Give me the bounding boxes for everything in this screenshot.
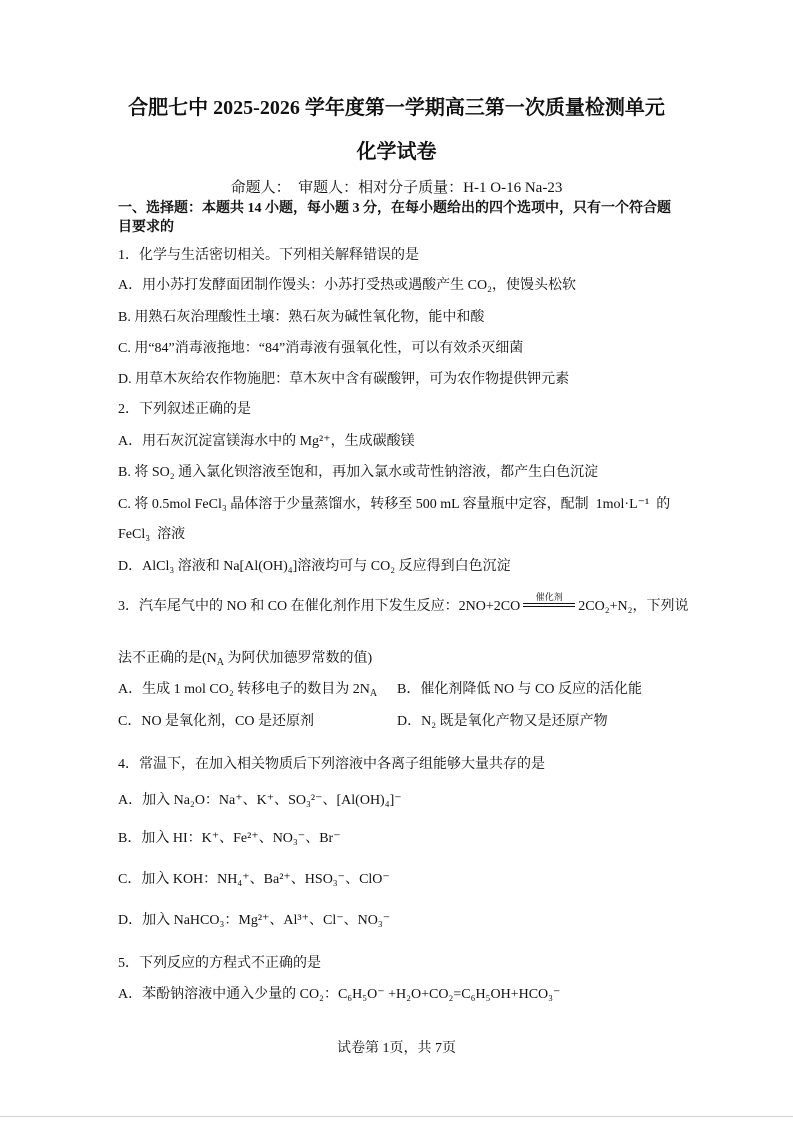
question-2-option-c: C. 将 0.5mol FeCl₃ 晶体溶于少量蒸馏水，转移至 500 mL 容量瓶中定容，配制 1mol·L⁻¹ 的 bbox=[118, 497, 671, 512]
question-2-option-d: D．AlCl₃ 溶液和 Na[Al(OH)₄]溶液均可与 CO₂ 反应得到白色沉淀 bbox=[118, 559, 511, 574]
reaction-condition: 催化剂 bbox=[535, 592, 563, 602]
question-4-option-c: C．加入 KOH：NH₄⁺、Ba²⁺、HSO₃⁻、ClO⁻ bbox=[118, 872, 390, 887]
question-4-option-a: A．加入 Na₂O：Na⁺、K⁺、SO₃²⁻、[Al(OH)₄]⁻ bbox=[118, 793, 402, 808]
reaction-products: 2CO₂+N₂ bbox=[578, 599, 633, 614]
reaction-reactants: 2NO+2CO bbox=[458, 599, 521, 614]
question-3-option-a bbox=[118, 681, 377, 699]
exam-subject-title: 化学试卷 bbox=[356, 141, 437, 163]
question-5-stem: 5．下列反应的方程式不正确的是 bbox=[118, 956, 321, 971]
question-1-option-c: C. 用“84”消毒液拖地：“84”消毒液有强氧化性，可以有效杀灭细菌 bbox=[118, 341, 524, 356]
question-4-option-d: D．加入 NaHCO₃：Mg²⁺、Al³⁺、Cl⁻、NO₃⁻ bbox=[118, 913, 391, 928]
question-1-option-a: A．用小苏打发酵面团制作馒头：小苏打受热或遇酸产生 CO₂，使馒头松软 bbox=[118, 278, 576, 293]
question-2-stem: 2．下列叙述正确的是 bbox=[118, 402, 251, 417]
section-heading-line-2: 目要求的 bbox=[118, 220, 174, 235]
question-4-option-b: B．加入 HI：K⁺、Fe²⁺、NO₃⁻、Br⁻ bbox=[118, 831, 341, 846]
question-2-option-c-continuation: FeCl₃ 溶液 bbox=[118, 527, 186, 542]
reaction-arrow bbox=[523, 592, 575, 616]
exam-title: 合肥七中 2025-2026 学年度第一学期高三第一次质量检测单元 bbox=[128, 97, 665, 119]
stem-text: 为阿伏加德罗常数的值) bbox=[224, 651, 373, 666]
page-footer: 试卷第 1页，共 7页 bbox=[337, 1041, 456, 1056]
question-3-option-d: D．N₂ 既是氧化产物又是还原产物 bbox=[397, 714, 608, 729]
double-bar bbox=[523, 603, 575, 607]
option-text: A．生成 1 mol CO₂ 转移电子的数目为 2 bbox=[118, 682, 360, 697]
avogadro-subscript: A bbox=[216, 657, 225, 668]
question-2-option-a: A．用石灰沉淀富镁海水中的 Mg²⁺，生成碳酸镁 bbox=[118, 434, 415, 449]
question-1-option-d: D. 用草木灰给农作物施肥：草木灰中含有碳酸钾，可为农作物提供钾元素 bbox=[118, 372, 570, 387]
stem-text: 法不正确的是( bbox=[118, 651, 207, 666]
question-1-stem: 1．化学与生活密切相关。下列相关解释错误的是 bbox=[118, 248, 419, 263]
stem-text: 3．汽车尾气中的 NO 和 CO 在催化剂作用下发生反应： bbox=[118, 599, 459, 614]
question-2-option-b: B. 将 SO₂ 通入氯化钡溶液至饱和，再加入氯水或苛性钠溶液，都产生白色沉淀 bbox=[118, 465, 599, 480]
question-4-stem: 4．常温下，在加入相关物质后下列溶液中各离子组能够大量共存的是 bbox=[118, 757, 545, 772]
page-bottom-border bbox=[0, 1116, 793, 1117]
exam-meta-info: 命题人： 审题人：相对分子质量：H-1 O-16 Na-23 bbox=[230, 180, 563, 196]
question-5-option-a: A．苯酚钠溶液中通入少量的 CO₂：C₆H₅O⁻ +H₂O+CO₂=C₆H₅OH+HCO₃⁻ bbox=[118, 987, 561, 1002]
avogadro-subscript: A bbox=[369, 688, 378, 699]
avogadro-symbol: N bbox=[359, 682, 370, 697]
stem-text: ，下列说 bbox=[632, 599, 689, 614]
question-1-option-b: B. 用熟石灰治理酸性土壤：熟石灰为碱性氧化物，能中和酸 bbox=[118, 310, 485, 325]
question-3-option-b: B．催化剂降低 NO 与 CO 反应的活化能 bbox=[397, 682, 643, 697]
question-3-stem-line-2 bbox=[118, 650, 372, 668]
question-3-option-c: C．NO 是氧化剂，CO 是还原剂 bbox=[118, 714, 315, 729]
section-heading-line-1: 一、选择题：本题共 14 小题，每小题 3 分，在每小题给出的四个选项中，只有一个符合题 bbox=[118, 201, 671, 216]
avogadro-symbol: N bbox=[206, 651, 217, 666]
question-3-stem-line-1 bbox=[118, 592, 689, 616]
